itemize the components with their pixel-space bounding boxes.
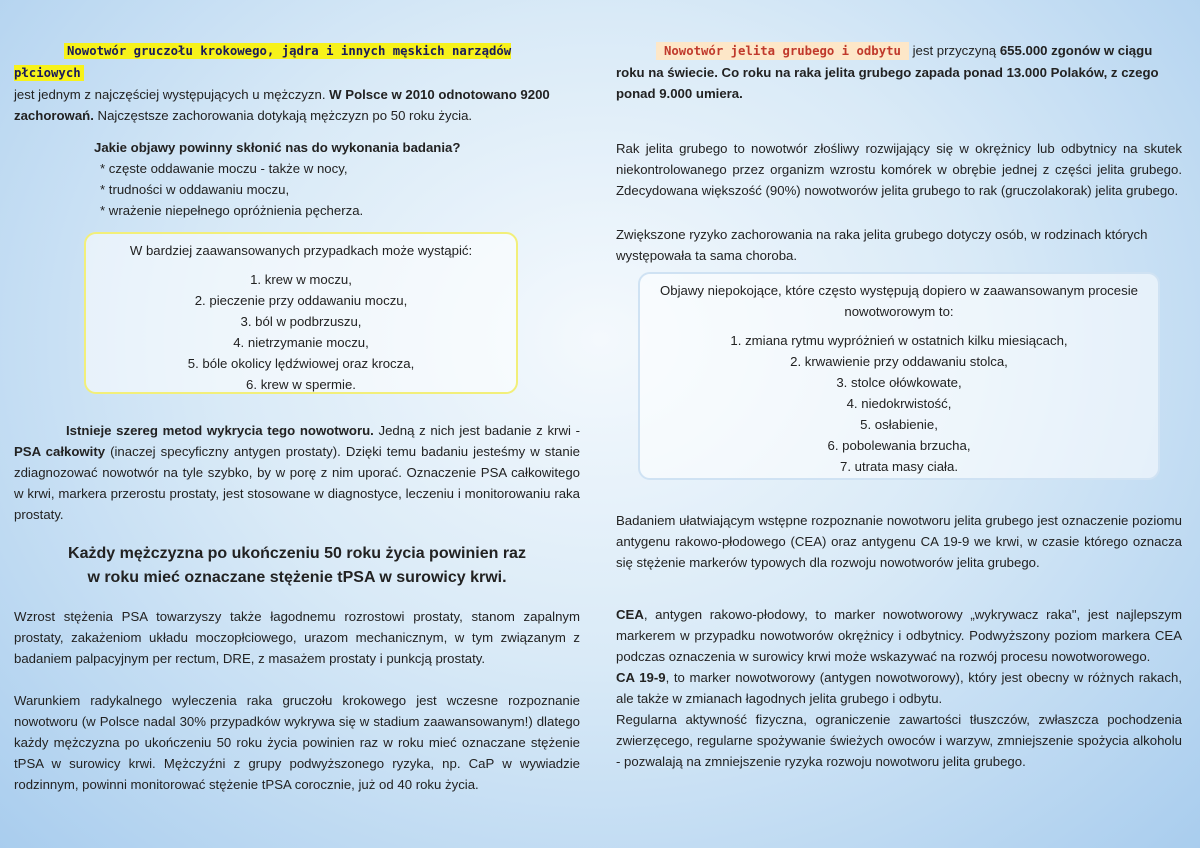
psa-term: PSA całkowity (14, 444, 106, 459)
colon-intro-stat: 655.000 zgonów w ciągu roku na świecie. Co roku na raka jelita grubego zapada ponad 13.000 Polaków, z czego ponad 9.000 umiera. (616, 43, 1159, 101)
colon-symptom-item: 6. pobolewania brzucha, (827, 438, 971, 453)
colon-symptoms-box (638, 272, 1160, 480)
colon-symptom-item: 5. osłabienie, (860, 417, 938, 432)
symptom-item: * trudności w oddawaniu moczu, (100, 182, 290, 197)
symptoms-question: Jakie objawy powinny skłonić nas do wykonania badania? (94, 140, 461, 155)
cea-text: , antygen rakowo-płodowy, to marker nowotworowy „wykrywacz raka", jest najlepszym markerem w przypadku nowotworów okrężnicy i odbytnicy. Podwyższony poziom markera CEA podczas oznaczenia w surowicy krwi może wskazywać na rozwój procesu nowotworowego. (616, 607, 1182, 664)
psa-increase-paragraph: Wzrost stężenia PSA towarzyszy także łagodnemu rozrostowi prostaty, stanom zapalnym prostaty, zakażeniom układu moczopłciowego, urazom mechanicznym, w tym związanym z badaniem palpacyjnym per rectum, DRE, z masażem prostaty i punkcją prostaty. (14, 609, 580, 666)
advanced-item: 4. nietrzymanie moczu, (233, 335, 369, 350)
symptom-item: * częste oddawanie moczu - także w nocy, (100, 161, 348, 176)
cure-condition-paragraph: Warunkiem radykalnego wyleczenia raka gruczołu krokowego jest wczesne rozpoznanie nowotworu (w Polsce nadal 30% przypadków wykrywa się w stadium zaawansowanym!) dlatego każdy mężczyzna po ukończeniu 50 roku życia powinien raz w roku mieć oznaczane stężenie tPSA w surowicy krwi. Mężczyźni z grupy podwyższonego ryzyka, np. CaP w wywiadzie rodzinnym, powinni monitorować stężenie tPSA corocznie, już od 40 roku życia. (14, 693, 580, 792)
prostate-intro-text: jest jednym z najczęściej występujących u mężczyzn. (14, 87, 330, 102)
methods-bold: Istnieje szereg metod wykrycia tego nowotworu. (66, 423, 374, 438)
prevention-paragraph: Regularna aktywność fizyczna, ograniczenie zawartości tłuszczów, zwłaszcza pochodzenia zwierzęcego, regularne spożywanie świeżych owoców i warzyw, zmniejszenie spożycia alkoholu - pozwalają na zmniejszenie ryzyka rozwoju nowotworu jelita grubego. (616, 712, 1182, 769)
colon-symptom-item: 2. krwawienie przy oddawaniu stolca, (790, 354, 1008, 369)
ca-text: , to marker nowotworowy (antygen nowotworowy), który jest obecny w różnych rakach, ale także w zmianach łagodnych jelita grubego i odbytu. (616, 670, 1182, 706)
advanced-item: 2. pieczenie przy oddawaniu moczu, (194, 293, 408, 308)
cea-term: CEA (616, 607, 644, 622)
headline-line: w roku mieć oznaczane stężenie tPSA w surowicy krwi. (87, 569, 507, 586)
colon-test-paragraph: Badaniem ułatwiającym wstępne rozpoznanie nowotworu jelita grubego jest oznaczenie poziomu antygenu rakowo-płodowego (CEA) oraz antygenu CA 19-9 we krwi, w czasie którego oznacza się stężenie markerów typowych dla rozwoju nowotworów jelita grubego. (616, 513, 1182, 570)
detection-methods-paragraph (14, 420, 580, 525)
prostate-heading-highlight: Nowotwór gruczołu krokowego, jądra i innych męskich narządów płciowych (14, 44, 512, 80)
advanced-box-title: W bardziej zaawansowanych przypadkach może wystąpić: (129, 243, 473, 258)
ca-term: CA 19-9 (616, 670, 666, 685)
colon-symptom-item: 3. stolce ołówkowate, (836, 375, 962, 390)
prostate-intro (14, 40, 580, 126)
advanced-item: 1. krew w moczu, (250, 272, 352, 287)
colon-heading-highlight: Nowotwór jelita grubego i odbytu (656, 42, 909, 60)
colon-symptom-item: 4. niedokrwistość, (846, 396, 952, 411)
symptom-item: * wrażenie niepełnego opróżnienia pęcherza. (100, 203, 364, 218)
colon-symptom-item: 7. utrata masy ciała. (839, 459, 958, 474)
markers-section (616, 604, 1182, 772)
colon-box-title: Objawy niepokojące, które często występują dopiero w zaawansowanym procesie nowotworowym to: (660, 283, 1138, 319)
ca-paragraph (616, 667, 1182, 709)
advanced-symptoms-box (84, 232, 518, 394)
cea-paragraph (616, 604, 1182, 667)
colon-intro (616, 40, 1182, 104)
advanced-item: 6. krew w spermie. (246, 377, 356, 392)
annual-test-headline (14, 542, 580, 590)
colon-definition-paragraph: Rak jelita grubego to nowotwór złośliwy rozwijający się w okrężnicy lub odbytnicy na skutek niekontrolowanego przez organizm wzrostu komórek w obrębie jednej z części jelita grubego. Zdecydowana większość (90%) nowotworów jelita grubego to rak (gruczolakorak) jelita grubego. (616, 141, 1182, 198)
prostate-intro-stat: W Polsce w 2010 odnotowano 9200 zachorowań. (14, 87, 550, 123)
methods-text2: (inaczej specyficzny antygen prostaty). Dzięki temu badaniu jesteśmy w stanie zdiagnozować nowotwór na tyle szybko, by w porę z nim uporać. Oznaczenie PSA całkowitego w krwi, markera przerostu prostaty, jest stosowane w diagnostyce, leczeniu i monitorowaniu raka prostaty. (14, 444, 580, 522)
colon-intro-text: jest przyczyną (908, 43, 1000, 58)
prostate-intro-text2: Najczęstsze zachorowania dotykają mężczyzn po 50 roku życia. (93, 108, 473, 123)
advanced-item: 3. ból w podbrzuszu, (240, 314, 362, 329)
methods-text: Jedną z nich jest badanie z krwi - (373, 423, 580, 438)
colon-symptom-item: 1. zmiana rytmu wypróżnień w ostatnich kilku miesiącach, (730, 333, 1068, 348)
headline-line: Każdy mężczyzna po ukończeniu 50 roku życia powinien raz (68, 545, 526, 562)
symptoms-list (100, 158, 363, 221)
colon-risk-paragraph: Zwiększone ryzyko zachorowania na raka jelita grubego dotyczy osób, w rodzinach których występowała ta sama choroba. (616, 227, 1148, 263)
advanced-item: 5. bóle okolicy lędźwiowej oraz krocza, (187, 356, 415, 371)
